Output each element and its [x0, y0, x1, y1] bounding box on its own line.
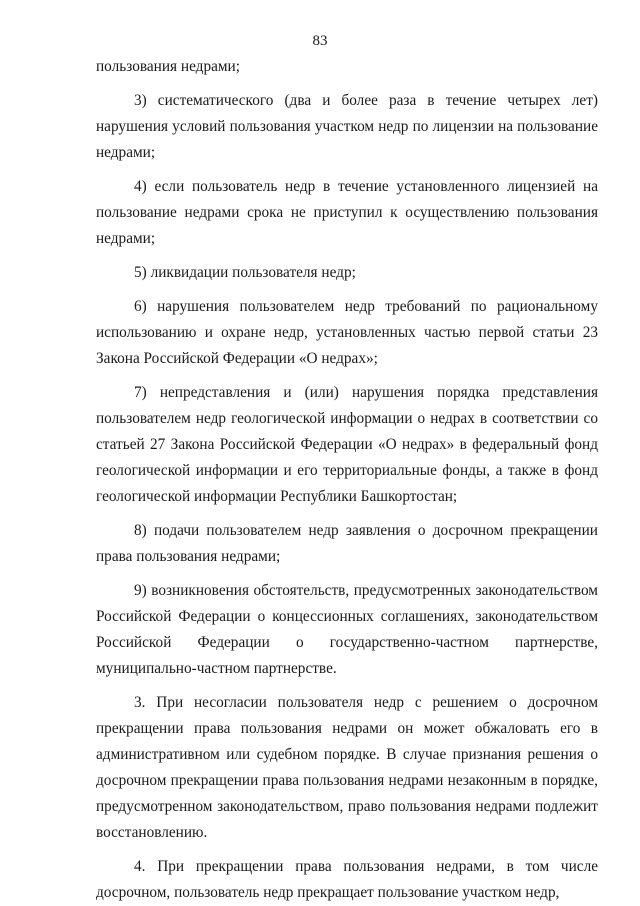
paragraph-item-8: 8) подачи пользователем недр заявления о досрочном прекращении права пользования недрами;: [96, 522, 598, 565]
page-number: 83: [312, 33, 328, 49]
document-body: [96, 54, 598, 906]
paragraph-item-4: 4) если пользователь недр в течение установленного лицензией на пользование недрами срока не приступил к осуществлению пользования недрами;: [96, 178, 598, 247]
paragraph-item-6: 6) нарушения пользователем недр требований по рациональному использованию и охране недр, установленных частью первой статьи 23 Закона Российской Федерации «О недрах»;: [96, 298, 598, 367]
paragraph-section-4: 4. При прекращении права пользования недрами, в том числе досрочном, пользователь недр прекращает пользование участком недр,: [96, 858, 598, 901]
paragraph-item-7: 7) непредставления и (или) нарушения порядка представления пользователем недр геологической информации о недрах в соответствии со статьей 27 Закона Российской Федерации «О недрах» в федеральный фонд геологической информации и его территориальные фонды, а также в фонд геологической информации Республики Башкортостан;: [96, 384, 598, 505]
paragraph-continuation: пользования недрами;: [96, 58, 240, 75]
paragraph-section-3: 3. При несогласии пользователя недр с решением о досрочном прекращении права пользования недрами он может обжаловать его в административном или судебном порядке. В случае признания решения о досрочном прекращении права пользования недрами незаконным в порядке, предусмотренном законодательством, право пользования недрами подлежит восстановлению.: [96, 694, 598, 841]
paragraph-item-5: 5) ликвидации пользователя недр;: [134, 264, 356, 281]
paragraph-item-3: 3) систематического (два и более раза в течение четырех лет) нарушения условий пользования участком недр по лицензии на пользование недрами;: [96, 92, 598, 161]
paragraph-item-9: 9) возникновения обстоятельств, предусмотренных законодательством Российской Федерации о концессионных соглашениях, законодательством Российской Федерации о государственно-частном партнерстве, муниципально-частном партнерстве.: [96, 582, 598, 677]
